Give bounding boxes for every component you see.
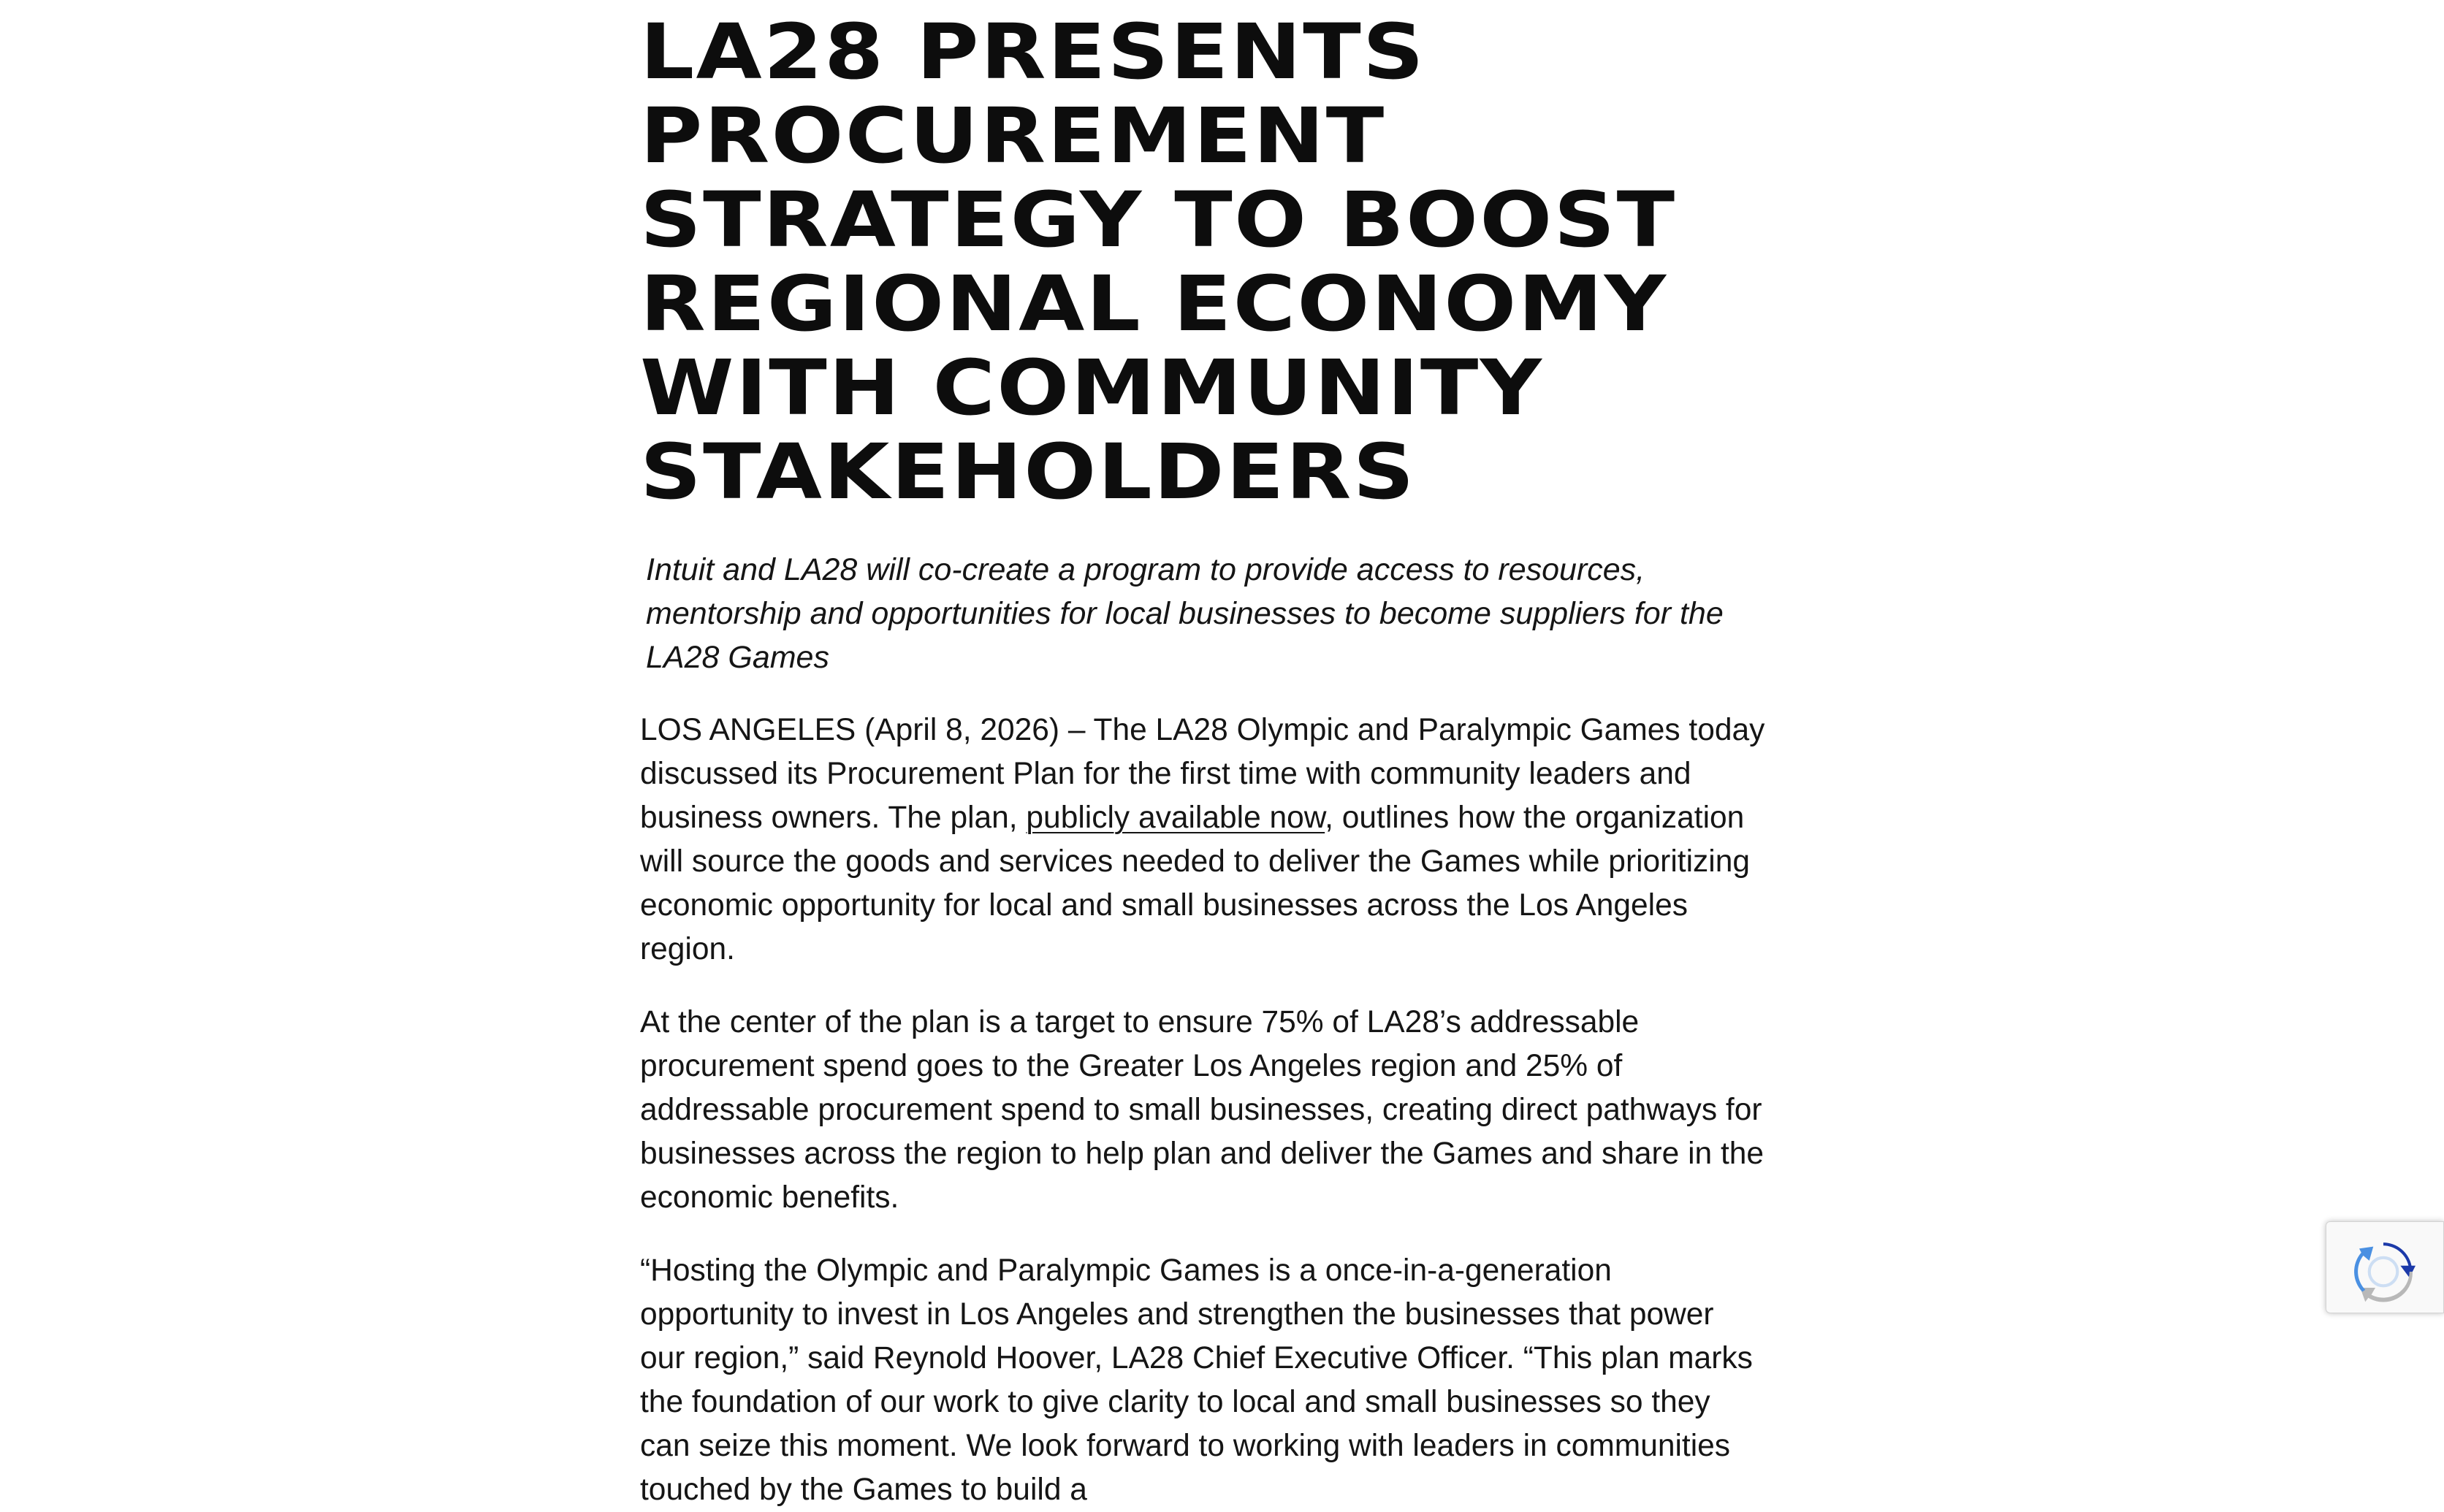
article-paragraph-2: At the center of the plan is a target to ensure 75% of LA28’s addressable procurement spend goes to the Greater Los Angeles region and 25% of addressable procurement spend to small businesses, creating direct pathways for businesses across the region to help plan and deliver the Games and share in the economic benefits. [640,1005,1765,1215]
recaptcha-icon [2351,1240,2416,1304]
article-paragraph-3: “Hosting the Olympic and Paralympic Games is a once-in-a-generation opportunity to invest in Los Angeles and strengthen the businesses that power our region,” said Reynold Hoover, LA28 Chief Executive Officer. “This plan marks the foundation of our work to give clarity to local and small businesses so they can seize this moment. We look forward to working with leaders in communities touched by the Games to build a [640,1253,1753,1507]
article-paragraph-1 [640,709,1765,971]
article-headline: LA28 PRESENTS PROCUREMENT STRATEGY TO BOOST REGIONAL ECONOMY WITH COMMUNITY STAKEHOLDERS [640,7,1677,516]
paragraph-1-text-start: LOS ANGELES (April 8, 2026) – The LA28 Olympic and Paralympic Games today discussed its Procurement Plan for the first time with community leaders and business owners. The plan, [640,713,1765,835]
recaptcha-badge[interactable] [2326,1221,2444,1313]
press-release-article [640,7,1765,1512]
article-subhead: Intuit and LA28 will co-create a program to provide access to resources, mentorship and opportunities for local businesses to become suppliers for the LA28 Games [646,552,1724,675]
procurement-plan-link[interactable]: publicly available now [1026,801,1325,835]
paragraph-1-text-end: , outlines how the organization will source the goods and services needed to deliver the Games while prioritizing economic opportunity for local and small businesses across the Los Angeles region. [640,801,1750,966]
